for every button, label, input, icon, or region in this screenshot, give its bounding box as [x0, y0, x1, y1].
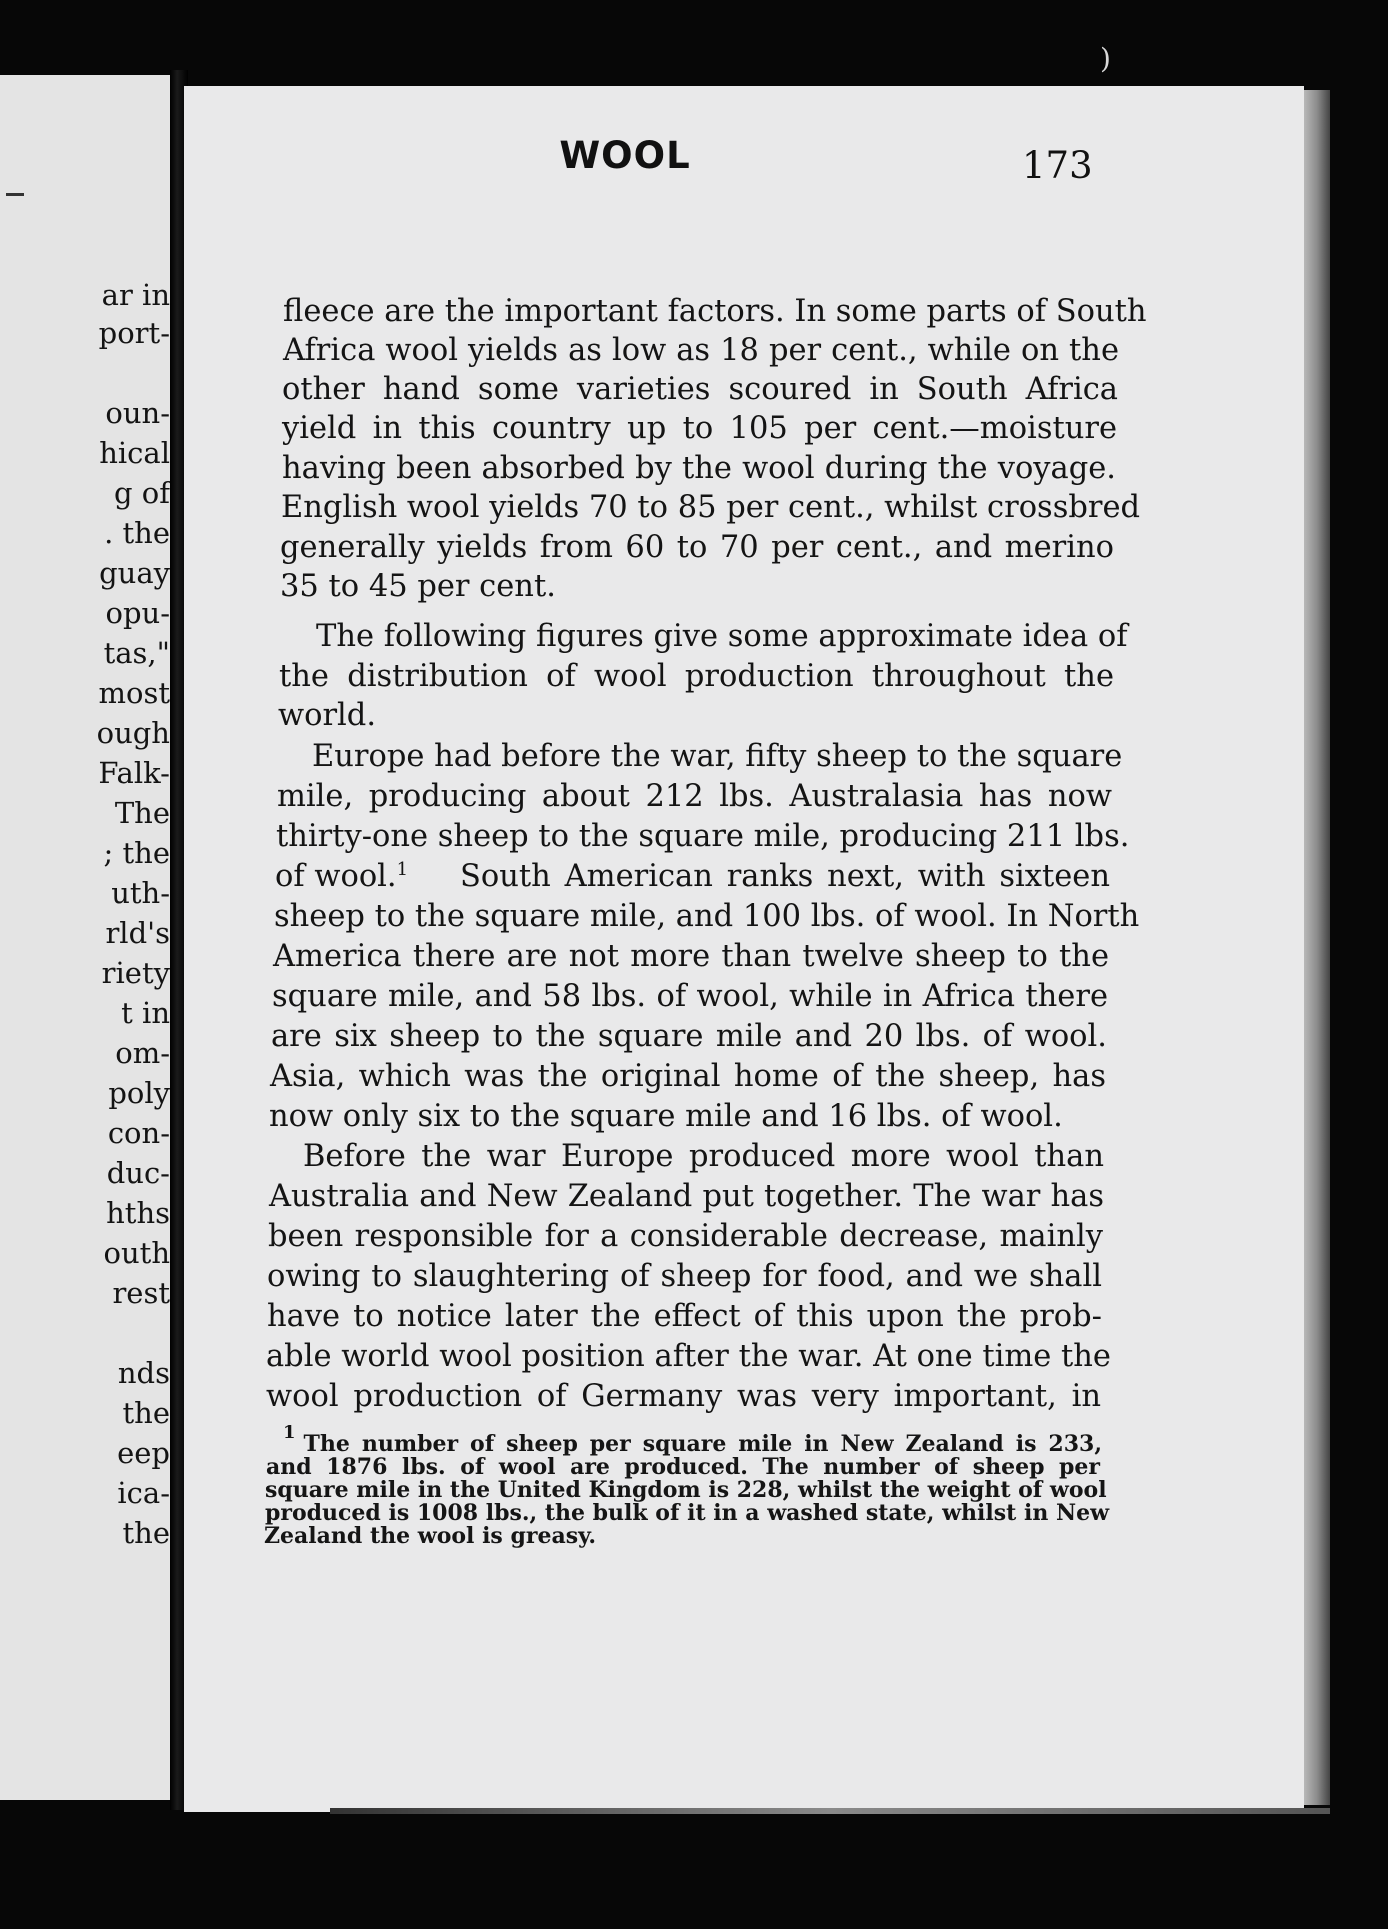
left-page-fragment: hths — [106, 1196, 170, 1230]
body-line: wool production of Germany was very important, in — [266, 1379, 1101, 1414]
left-page-fragment: g of — [114, 476, 170, 510]
scan-mark: ) — [1100, 42, 1111, 75]
body-line: fleece are the important factors. In some parts of South — [283, 294, 1147, 329]
body-line: having been absorbed by the wool during the voyage. — [282, 451, 1116, 486]
body-line: world. — [278, 698, 377, 733]
body-line: 35 to 45 per cent. — [280, 569, 556, 604]
left-page-fragment: con- — [107, 1116, 170, 1150]
body-line: Asia, which was the original home of the sheep, has — [270, 1059, 1106, 1094]
body-line-with-footnote — [275, 857, 1110, 897]
body-line: other hand some varieties scoured in South Africa — [282, 372, 1118, 407]
body-line: the distribution of wool production throughout the — [279, 659, 1114, 694]
body-line: generally yields from 60 to 70 per cent., and merino — [280, 530, 1114, 565]
left-page-fragment: the — [122, 1396, 170, 1430]
left-page-fragment: . the — [104, 516, 170, 550]
body-line: sheep to the square mile, and 100 lbs. of wool. In North — [274, 899, 1140, 934]
left-page-fragment: t in — [121, 996, 170, 1030]
body-text: of wool. — [275, 859, 397, 894]
page-number: 173 — [1022, 144, 1093, 187]
page-edge — [1304, 90, 1330, 1805]
footnote-reference: 1 — [396, 858, 409, 880]
left-page-fragment: Falk- — [98, 756, 170, 790]
left-page-fragment: poly — [108, 1076, 170, 1110]
footnote-line — [283, 1422, 1102, 1457]
body-line: Europe had before the war, fifty sheep to the square — [312, 739, 1123, 774]
left-page-fragment: guay — [99, 556, 170, 590]
body-line: owing to slaughtering of sheep for food, and we shall — [267, 1259, 1102, 1294]
footnote-marker: 1 — [283, 1422, 296, 1443]
left-page-fragment: duc- — [106, 1156, 170, 1190]
left-page-fragment: ica- — [117, 1476, 170, 1510]
left-page-fragment: oun- — [105, 396, 170, 430]
body-line: thirty-one sheep to the square mile, producing 211 lbs. — [276, 819, 1130, 854]
left-page-fragment: om- — [115, 1036, 170, 1070]
page-edge-bottom — [330, 1808, 1330, 1814]
body-line: Africa wool yields as low as 18 per cent., while on the — [283, 333, 1119, 368]
left-page-fragment: most — [98, 676, 170, 710]
footnote-line: square mile in the United Kingdom is 228, whilst the weight of wool — [265, 1477, 1107, 1503]
left-page-fragment: ough — [96, 716, 170, 750]
left-page-fragment: tas," — [103, 636, 170, 670]
left-page-fragment: rest — [112, 1276, 170, 1310]
body-line: Before the war Europe produced more wool than — [303, 1139, 1104, 1174]
footnote-line: and 1876 lbs. of wool are produced. The number of sheep per — [266, 1454, 1100, 1480]
left-page-fragment: nds — [117, 1356, 170, 1390]
left-page — [0, 75, 170, 1800]
left-page-fragment: ar in — [101, 278, 170, 312]
left-page-fragment: the — [122, 1516, 170, 1550]
footnote-text: The number of sheep per square mile in New Zealand is 233, — [303, 1431, 1102, 1457]
left-page-fragment: eep — [117, 1436, 170, 1470]
left-page-fragment: rld's — [105, 916, 170, 950]
body-line: now only six to the square mile and 16 lbs. of wool. — [269, 1099, 1063, 1134]
body-line: America there are not more than twelve sheep to the — [273, 939, 1109, 974]
body-line: Australia and New Zealand put together. The war has — [269, 1179, 1104, 1214]
footnote-line: Zealand the wool is greasy. — [264, 1523, 597, 1549]
body-line: English wool yields 70 to 85 per cent., whilst crossbred — [281, 490, 1141, 525]
left-page-fragment: riety — [101, 956, 170, 990]
left-page-fragment: ; the — [103, 836, 170, 870]
footnote-line: produced is 1008 lbs., the bulk of it in a washed state, whilst in New — [265, 1500, 1110, 1526]
running-head: WOOL — [559, 134, 691, 177]
body-line: mile, producing about 212 lbs. Australasia has now — [277, 779, 1112, 814]
left-page-fragment: opu- — [105, 596, 170, 630]
body-line-start — [275, 857, 408, 897]
left-page-fragment: outh — [103, 1236, 170, 1270]
left-page-fragment: hical — [99, 436, 170, 470]
left-page-fragment: The — [114, 796, 170, 830]
dash-mark — [6, 193, 24, 196]
body-line: yield in this country up to 105 per cent.—moisture — [282, 411, 1117, 446]
body-line: able world wool position after the war. At one time the — [266, 1339, 1111, 1374]
body-line: square mile, and 58 lbs. of wool, while in Africa there — [272, 979, 1108, 1014]
body-line-end: South American ranks next, with sixteen — [460, 859, 1110, 894]
body-line: are six sheep to the square mile and 20 lbs. of wool. — [271, 1019, 1107, 1054]
body-line: been responsible for a considerable decrease, mainly — [268, 1219, 1103, 1254]
body-line: The following figures give some approximate idea of — [316, 619, 1128, 654]
body-line: have to notice later the effect of this upon the prob- — [267, 1299, 1102, 1334]
left-page-fragment: port- — [98, 316, 170, 350]
left-page-fragment: uth- — [111, 876, 170, 910]
